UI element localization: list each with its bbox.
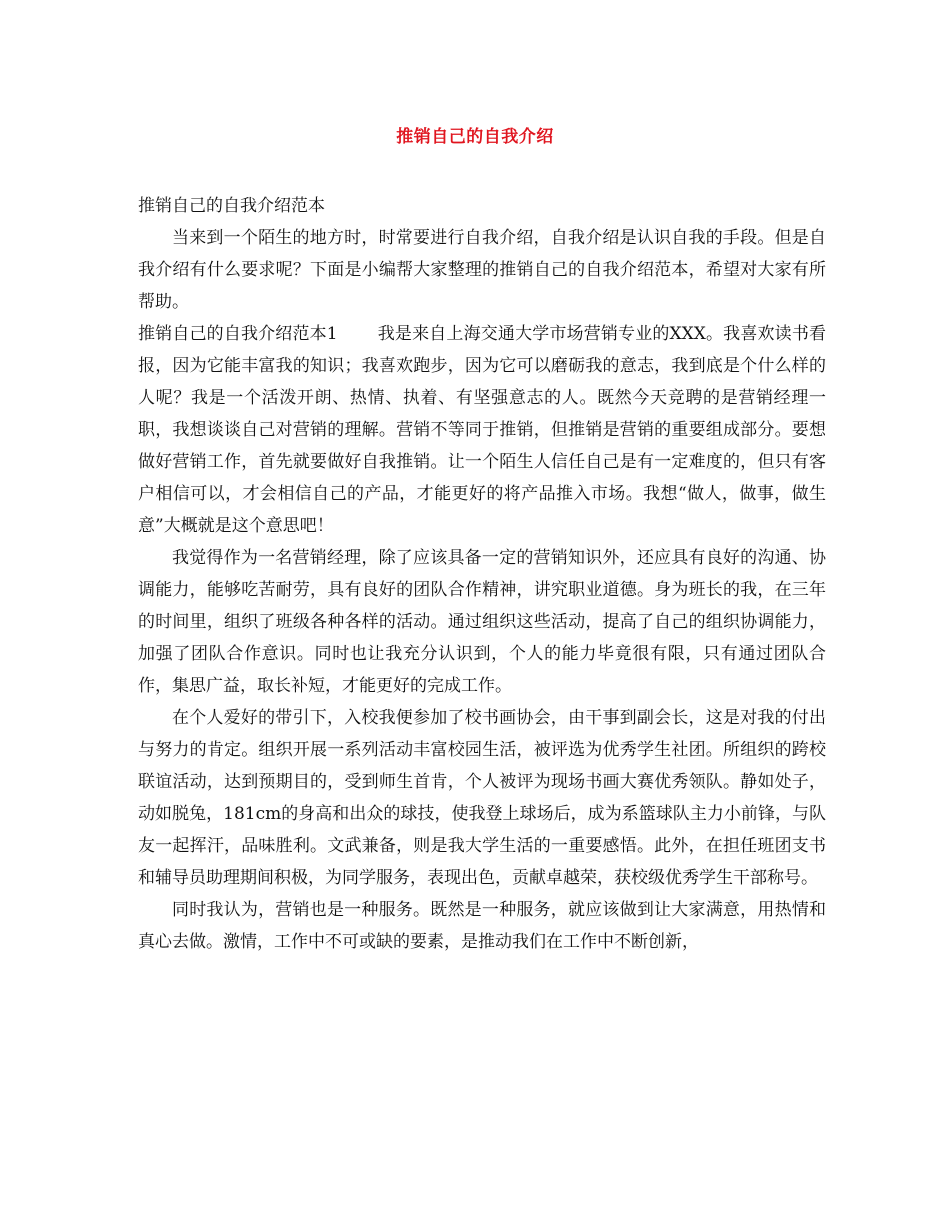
paragraph-3: 在个人爱好的带引下，入校我便参加了校书画协会，由干事到副会长，这是对我的付出与努力的肯定。组织开展一系列活动丰富校园生活，被评选为优秀学生社团。所组织的跨校联谊活动，达到预期目的，受到师生首肯，个人被评为现场书画大赛优秀领队。静如处子，动如脱兔，181cm的身高和出众的球技，使我登上球场后，成为系篮球队主力小前锋，与队友一起挥汗，品味胜利。文武兼备，则是我大学生活的一重要感悟。此外，在担任班团支书和辅导员助理期间积极，为同学服务，表现出色，贡献卓越荣，获校级优秀学生干部称号。 <box>138 708 826 888</box>
document-title: 推销自己的自我介绍 <box>396 127 554 147</box>
paragraph-2: 我觉得作为一名营销经理，除了应该具备一定的营销知识外，还应具有良好的沟通、协调能力，能够吃苦耐劳，具有良好的团队合作精神，讲究职业道德。身为班长的我，在三年的时间里，组织了班级各种各样的活动。通过组织这些活动，提高了自己的组织协调能力，加强了团队合作意识。同时也让我充分认识到，个人的能力毕竟很有限，只有通过团队合作，集思广益，取长补短，才能更好的完成工作。 <box>138 548 826 696</box>
paragraph-4: 同时我认为，营销也是一种服务。既然是一种服务，就应该做到让大家满意，用热情和真心去做。激情，工作中不可或缺的要素，是推动我们在工作中不断创新， <box>138 900 826 952</box>
section-1-paragraph <box>138 318 826 542</box>
intro-paragraph: 当来到一个陌生的地方时，时常要进行自我介绍，自我介绍是认识自我的手段。但是自我介绍有什么要求呢？下面是小编帮大家整理的推销自己的自我介绍范本，希望对大家有所帮助。 <box>138 228 826 312</box>
document-subtitle: 推销自己的自我介绍范本 <box>138 196 325 216</box>
section-1-label: 推销自己的自我介绍范本1 <box>138 324 338 344</box>
document-body <box>138 190 826 958</box>
section-1-text: 我是来自上海交通大学市场营销专业的XXX。我喜欢读书看报，因为它能丰富我的知识；我喜欢跑步，因为它可以磨砺我的意志，我到底是个什么样的人呢？我是一个活泼开朗、热情、执着、有坚强意志的人。既然今天竞聘的是营销经理一职，我想谈谈自己对营销的理解。营销不等同于推销，但推销是营销的重要组成部分。要想做好营销工作，首先就要做好自我推销。让一个陌生人信任自己是有一定难度的，但只有客户相信可以，才会相信自己的产品，才能更好的将产品推入市场。我想“做人，做事，做生意”大概就是这个意思吧！ <box>138 324 826 536</box>
